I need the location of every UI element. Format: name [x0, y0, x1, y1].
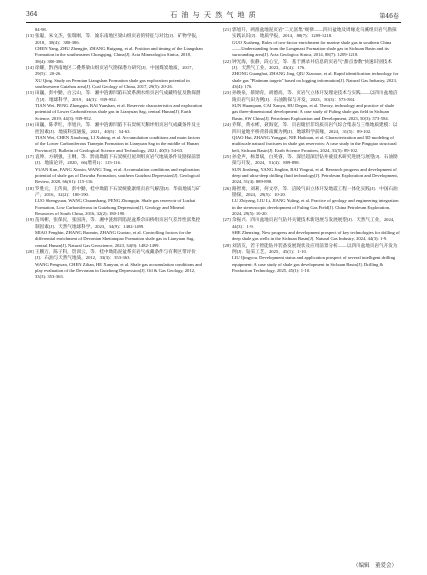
reference-text: 袁坤，方朝强，王纲，等．黔南坳陷下石炭统打屋坝组页岩气地质条件及勘探前景[J]．地质论评，2020，66(增刊1)：115-116.: [35, 153, 201, 166]
references-right-column: [223, 27, 400, 274]
reference-number: [27]: [223, 217, 231, 223]
page-number: 364: [26, 11, 38, 18]
reference-number: [21]: [223, 27, 231, 32]
reference-entry: [26, 90, 203, 103]
volume-label: 第46卷: [379, 13, 399, 20]
reference-text: SUN Huanquan, CAI Xunyu, HU Degao, et al. Theory, technology and practice of shale gas three-dimensional development: A case study of Fuling shale gas field in Sichuan Basin, SW China[J]. Petroleum Exploration and Development, 2023, 50(3): 573-584.: [232, 103, 395, 121]
reference-text: 乔辉，黄永彬，聂海宽，等．页岩储层非均质页岩气综合集表与三维地质建模：以四川盆地平桥背斜南翼为例[J]．地球科学前缘，2024，31(5)：89-102.: [232, 122, 398, 134]
reference-number: [28]: [223, 242, 231, 248]
reference-entry: [26, 249, 203, 262]
reference-entry: [223, 59, 400, 72]
running-header: [0, 0, 427, 28]
reference-text: 徐耀，黔西南地区二叠系梁山组页岩气勘探潜力研究[J]．中国煤炭地质，2017，29(5)：20-26.: [35, 65, 197, 77]
reference-text: LIU Qingyou. Development status and application prospect of several intelligent drilling equipment: A case study of shale gas development in Sichuan Basin[J]. Drilling & Production Technology, 2025, 45(1): 1-10.: [232, 255, 396, 274]
reference-number: [16]: [26, 122, 34, 128]
references-left-column: [26, 27, 203, 281]
reference-translation: [223, 40, 400, 59]
reference-text: LU Zhiyong, LIU Li, JIANG Yuling, et al. Practice of geology and engineering integration in the stereoscopic development of Fuling Gas Field[J]. China Petroleum Exploration, 2024, 29(5): 10-20.: [232, 198, 399, 216]
reference-translation: [26, 103, 203, 122]
reference-entry: [223, 243, 400, 256]
reference-number: [26]: [223, 185, 231, 191]
reference-text: MIAO Fengbin, ZHANG Baomin, ZHANG Guotao, et al. Controlling factors for the differential enrichment of Devonian Shetianqiao Formation shale gas in Lianyuan Sag, central Hunan[J]. Natural Gas Geoscience, 2023, 34(9): 1482-1499.: [35, 230, 195, 248]
reference-translation: [26, 167, 203, 186]
reference-text: WANG Pengwan, CHEN Zilian, HE Xunyun, et al. Shale gas accumulation conditions and play evaluation of the Devonian in Guizhong Depression[J]. Oil & Gas Geology, 2012, 33(3): 353-363.: [35, 261, 202, 280]
reference-text: 路智勇，刘莉，何文亭，等．涪陵气田立体开发地震工程一体化实践[J]．中国石油勘探，2024，29(5)：10-20.: [232, 185, 398, 197]
reference-translation: [26, 198, 203, 217]
journal-title: 石 油 与 天 然 气 地 质: [170, 11, 257, 19]
reference-number: [13]: [26, 33, 34, 39]
reference-entry: [223, 90, 400, 103]
reference-text: 孙焕泉，蔡勋育，胡德高，等．页岩气立体开发理论技术与实践——以四川盆地涪陵页岩气田为例[J]．石油勘探与开发，2023，50(3)：573-584.: [232, 90, 398, 102]
reference-translation: [26, 46, 203, 65]
reference-number: [23]: [223, 90, 231, 96]
reference-number: [24]: [223, 122, 231, 128]
reference-translation: [223, 71, 400, 90]
reference-text: 孙金声，杨景斌，白英睿，等．深层超深层钻井液技术研究进展与展望[J]．石油勘探与开发，2024，51(4)：889-898.: [232, 153, 398, 166]
reference-translation: [223, 167, 400, 186]
reference-translation: [223, 198, 400, 217]
reference-entry: [223, 217, 400, 230]
reference-text: LUO Shengyuan, WANG Chuanshang, PENG Zhongqin. Shale gas reservoir of Luzhai Formation, Low Carboniferous in Guizhong Depression[J]. Geology and Mineral Resources of South China, 2016, 32(2): 180-190.: [35, 198, 196, 216]
reference-entry: [223, 27, 400, 40]
reference-number: [25]: [223, 153, 231, 159]
reference-text: 84-98.: [35, 27, 47, 32]
reference-entry: [26, 33, 203, 46]
reference-text: 钟光海，张静，段心宝，等．基于测录井信息的页岩气"甜点参数"快速识别技术[J]．天然气工业，2023，43(4)：176.: [232, 58, 392, 71]
reference-translation: [223, 135, 400, 154]
reference-translation: [223, 230, 400, 243]
reference-entry: [223, 186, 400, 199]
reference-translation: [223, 103, 400, 122]
reference-text: SUN Jinsheng, YANG Jingbin, BAI Yingrui, et al. Research progress and development of deep and ultra-deep drilling fluid technology[J]. Petroleum Exploration and Development, 2024, 51(4): 889-898.: [232, 166, 398, 185]
reference-text: 田巍，陈孝红，李旭兵，等．湘中涟源凹陷下石炭统天鹅坪组页岩气成藏条件及主控因素[J]．地质科技通报，2021，40(5)：54-63.: [35, 122, 201, 134]
reference-text: GUO Xusheng. Rules of two-factor enrichment for marine shale gas in southern China——Understanding from the Longmaxi Formation shale gas in Sichuan Basin and its surrounding area[J]. Acta Geologica Sinica, 2014, 88(7): 1209-1218.: [232, 39, 392, 58]
reference-text: TIAN Wei, CHEN Xiaohong, LI Xubing, et al. Accumulation conditions and main factors of the Lower Carboniferous Tianepin Formation in Lianyuan Sag in the middle of Hunan Province[J]. Bulletin of Geological Science and Technology, 2021, 40(5): 54-63.: [35, 134, 201, 153]
reference-text: XU Qing. Study on Permian Liangshan Formation shale gas exploration potential in southwestern Guizhou area[J]. Coal Geology of China, 2017, 29(5): 20-26.: [35, 77, 190, 90]
reference-text: 田巍，彭中勤，白云山，等．湘中涟源凹陷石炭系测水组页岩气成藏特征及勘探潜力[J]．地球科学，2019，44(3)：939-952.: [35, 90, 201, 102]
reference-entry: [223, 154, 400, 167]
reference-text: 苗凤彬，张保民，张国涛，等．湘中涟源凹陷泥盆系佘田桥组页岩气差异性富集控制因素[J]．天然气地球科学，2023，34(9)：1482-1499.: [35, 217, 201, 229]
reference-text: YUAN Kun, FANG Xinxin, WANG Ting, et al. Accumulation conditions and exploration potential of shale gas of Dawuba Formation, southern Guizhou Depression[J]. Geological Review, 2020, 66(S1): 115-116.: [35, 166, 200, 185]
reference-number: [15]: [26, 90, 34, 96]
reference-entry: [26, 122, 203, 135]
reference-text: QIAO Hui, ZHANG Yonggui, NIE Haikuan, et al. Characterization and 3D modeling of multiscale natural fractures in shale gas reservoirs: A case study in the Pingqiao structural belt, Sichuan Basin[J]. Earth Science Frontiers, 2024, 31(5): 89-102.: [232, 134, 397, 153]
reference-entry: [26, 154, 203, 167]
reference-text: 罗胜元，王传尚，彭中勤，桂中坳陷下石炭统鹿寨组页岩气解剖[J]．华南地质与矿产，2016，32(2)：180-190.: [35, 185, 201, 197]
reference-text: 王鹏万，陈子科，贺训云，等．桂中坳陷泥盆系页岩气成藏条件与有利区带评价[J]．石油与天然气地质，2012，33(3)：353-363.: [35, 249, 196, 261]
reference-translation: [26, 135, 203, 154]
reference-text: 刘清友，若干智能钻井装备发展现状及应用前景分析——以四川盆地页岩气开发为例[J]．钻采工艺，2025，45(1)：1-10.: [232, 242, 398, 255]
reference-number: [22]: [223, 58, 231, 64]
reference-text: CHEN Yang, ZHU Zhengjie, ZHANG Ruigang, et al. Position and timing of the Liangshan Formation in the southeastern Chongqing, China[J]. Acta Mineralogica Sinica, 2018, 38(4): 380-386.: [35, 46, 203, 64]
reference-translation: [26, 230, 203, 249]
reference-number: [18]: [26, 185, 34, 191]
header-rule: [26, 22, 401, 23]
reference-text: 郭旭升，两淮盆地泥页岩"二元富集"规律——四川盆地及周缘龙马溪组页岩气勘探实践认识[J]．地质学报，2014，88(7)：1209-1218.: [232, 27, 397, 39]
reference-text: TIAN Wei, PENG Zhongqin, BAI Yunshan, et al. Reservoir characteristics and exploration potential of Lower Carboniferous shale gas in Lianyuan Sag, central Hunan[J]. Earth Science, 2019, 44(3): 939-952.: [35, 103, 203, 121]
reference-number: [17]: [26, 153, 34, 159]
reference-entry: [26, 217, 203, 230]
reference-translation: [223, 255, 400, 274]
reference-translation: [26, 78, 203, 91]
reference-number: [14]: [26, 65, 34, 71]
reference-number: [19]: [26, 217, 34, 223]
reference-text: 张聪，朱文杰，张瑞刚，等．渝东南地区梁山组页岩的特征与对比[J]．矿物学报，2018，38(4)：380-386.: [35, 33, 201, 45]
reference-translation: [26, 262, 203, 281]
reference-entry: [26, 186, 203, 199]
reference-text: SHE Zhenxing. New progress and development prospect of key technologies for drilling of deep shale gas wells in the Sichuan Basin[J]. Natural Gas Industry, 2024, 44(3): 1-9.: [232, 230, 400, 242]
reference-number: [20]: [26, 249, 34, 255]
editor-note: （编辑 董爱会）: [352, 563, 397, 569]
reference-text: ZHONG Guanghai, ZHANG Jing, QIU Xiaoxue, et al. Rapid identification technology for shale gas "Platinum targets" based on logging information[J]. Natural Gas Industry, 2023, 43(4): 176.: [232, 71, 399, 90]
reference-text: 佘振兴．四川盆地页岩气钻井关键技术新进展与发展展望[J]．天然气工业，2024，44(3)：1-9.: [232, 217, 398, 229]
reference-entry: [223, 122, 400, 135]
reference-entry: [26, 65, 203, 78]
